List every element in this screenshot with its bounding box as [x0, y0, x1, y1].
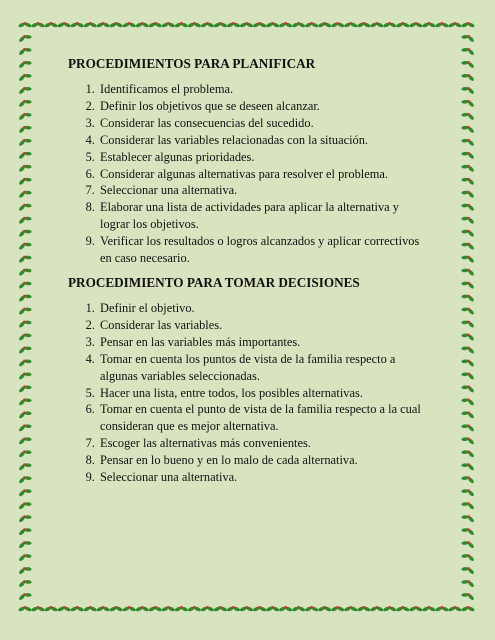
holly-icon	[70, 606, 84, 612]
holly-icon	[17, 344, 33, 355]
holly-icon	[18, 606, 32, 612]
holly-icon	[18, 22, 32, 28]
holly-icon	[330, 22, 344, 28]
holly-icon	[17, 591, 33, 602]
list-item: 1. Definir el objetivo.	[98, 300, 428, 317]
holly-icon	[460, 97, 476, 108]
holly-icon	[461, 606, 475, 612]
holly-icon	[460, 240, 476, 251]
holly-icon	[17, 253, 33, 264]
holly-icon	[96, 606, 110, 612]
holly-icon	[17, 357, 33, 368]
list-item: 2. Considerar las variables.	[98, 317, 428, 334]
holly-icon	[17, 409, 33, 420]
holly-icon	[17, 162, 33, 173]
holly-icon	[148, 606, 162, 612]
holly-icon	[330, 606, 344, 612]
holly-icon	[460, 227, 476, 238]
holly-icon	[460, 591, 476, 602]
holly-icon	[370, 606, 384, 612]
holly-icon	[460, 84, 476, 95]
holly-icon	[17, 110, 33, 121]
holly-icon	[213, 606, 227, 612]
holly-icon	[187, 22, 201, 28]
list-item: 7. Escoger las alternativas más convenientes.	[98, 435, 428, 452]
holly-icon	[17, 461, 33, 472]
list-item: 3. Pensar en las variables más importantes.	[98, 334, 428, 351]
holly-icon	[344, 606, 358, 612]
holly-icon	[17, 46, 33, 57]
list-item: 8. Pensar en lo bueno y en lo malo de cada alternativa.	[98, 452, 428, 469]
holly-icon	[448, 22, 462, 28]
holly-icon	[460, 487, 476, 498]
holly-icon	[278, 606, 292, 612]
holly-icon	[460, 110, 476, 121]
holly-icon	[161, 606, 175, 612]
holly-icon	[435, 22, 449, 28]
holly-icon	[460, 383, 476, 394]
holly-icon	[448, 606, 462, 612]
holly-icon	[460, 526, 476, 537]
holly-icon	[460, 162, 476, 173]
holly-icon	[17, 188, 33, 199]
holly-icon	[17, 435, 33, 446]
holly-icon	[460, 253, 476, 264]
holly-icon	[44, 22, 58, 28]
holly-icon	[161, 22, 175, 28]
holly-icon	[460, 33, 476, 44]
holly-icon	[461, 22, 475, 28]
list-item: 6. Considerar algunas alternativas para resolver el problema.	[98, 166, 428, 183]
holly-icon	[357, 22, 371, 28]
holly-icon	[17, 539, 33, 550]
holly-icon	[17, 71, 33, 82]
holly-icon	[17, 305, 33, 316]
holly-icon	[109, 606, 123, 612]
holly-icon	[187, 606, 201, 612]
list-decisiones	[68, 300, 428, 486]
holly-icon	[17, 474, 33, 485]
holly-icon	[422, 606, 436, 612]
holly-icon	[460, 448, 476, 459]
holly-icon	[304, 606, 318, 612]
holly-icon	[460, 552, 476, 563]
holly-icon	[135, 606, 149, 612]
holly-icon	[460, 565, 476, 576]
holly-icon	[460, 214, 476, 225]
holly-icon	[17, 487, 33, 498]
holly-icon	[17, 500, 33, 511]
holly-icon	[174, 22, 188, 28]
holly-icon	[278, 22, 292, 28]
document-content	[68, 56, 428, 486]
holly-icon	[17, 201, 33, 212]
holly-icon	[31, 606, 45, 612]
holly-icon	[460, 188, 476, 199]
holly-icon	[304, 22, 318, 28]
holly-icon	[460, 331, 476, 342]
holly-icon	[460, 149, 476, 160]
holly-icon	[17, 136, 33, 147]
list-item: 4. Considerar las variables relacionadas con la situación.	[98, 132, 428, 149]
holly-icon	[200, 606, 214, 612]
holly-icon	[383, 22, 397, 28]
holly-icon	[17, 370, 33, 381]
list-item: 6. Tomar en cuenta el punto de vista de la familia respecto a la cual consideran que es mejor alternativa.	[98, 401, 428, 435]
holly-icon	[460, 357, 476, 368]
holly-icon	[460, 175, 476, 186]
list-item: 5. Establecer algunas prioridades.	[98, 149, 428, 166]
list-item: 3. Considerar las consecuencias del sucedido.	[98, 115, 428, 132]
holly-icon	[17, 513, 33, 524]
holly-icon	[17, 59, 33, 70]
holly-icon	[17, 578, 33, 589]
holly-icon	[17, 97, 33, 108]
holly-icon	[460, 71, 476, 82]
holly-icon	[265, 22, 279, 28]
holly-icon	[96, 22, 110, 28]
holly-icon	[148, 22, 162, 28]
holly-icon	[435, 606, 449, 612]
holly-icon	[460, 396, 476, 407]
list-item: 7. Seleccionar una alternativa.	[98, 182, 428, 199]
holly-icon	[460, 136, 476, 147]
holly-icon	[460, 461, 476, 472]
holly-icon	[17, 383, 33, 394]
holly-icon	[357, 606, 371, 612]
holly-icon	[265, 606, 279, 612]
holly-icon	[57, 606, 71, 612]
holly-icon	[409, 22, 423, 28]
list-item: 9. Seleccionar una alternativa.	[98, 469, 428, 486]
holly-icon	[31, 22, 45, 28]
holly-icon	[17, 266, 33, 277]
holly-icon	[17, 84, 33, 95]
holly-icon	[83, 22, 97, 28]
holly-icon	[17, 318, 33, 329]
holly-icon	[252, 606, 266, 612]
holly-icon	[460, 370, 476, 381]
holly-icon	[17, 33, 33, 44]
list-item: 9. Verificar los resultados o logros alcanzados y aplicar correctivos en caso necesario.	[98, 233, 428, 267]
holly-icon	[17, 149, 33, 160]
holly-icon	[460, 539, 476, 550]
holly-icon	[460, 500, 476, 511]
list-item: 8. Elaborar una lista de actividades para aplicar la alternativa y lograr los objetivos.	[98, 199, 428, 233]
holly-icon	[135, 22, 149, 28]
list-item: 5. Hacer una lista, entre todos, los posibles alternativas.	[98, 385, 428, 402]
holly-icon	[460, 201, 476, 212]
holly-icon	[460, 344, 476, 355]
holly-icon	[460, 474, 476, 485]
holly-icon	[122, 606, 136, 612]
holly-icon	[200, 22, 214, 28]
holly-icon	[17, 292, 33, 303]
holly-icon	[17, 279, 33, 290]
holly-icon	[17, 565, 33, 576]
holly-icon	[422, 22, 436, 28]
holly-icon	[370, 22, 384, 28]
holly-icon	[383, 606, 397, 612]
holly-icon	[17, 552, 33, 563]
holly-icon	[460, 409, 476, 420]
holly-icon	[317, 22, 331, 28]
holly-icon	[17, 422, 33, 433]
list-planificar	[68, 81, 428, 267]
list-item: 2. Definir los objetivos que se deseen alcanzar.	[98, 98, 428, 115]
holly-icon	[396, 606, 410, 612]
holly-icon	[174, 606, 188, 612]
holly-icon	[291, 606, 305, 612]
holly-icon	[460, 422, 476, 433]
holly-icon	[17, 214, 33, 225]
holly-icon	[239, 22, 253, 28]
holly-icon	[460, 59, 476, 70]
holly-icon	[460, 578, 476, 589]
holly-icon	[344, 22, 358, 28]
holly-icon	[44, 606, 58, 612]
holly-icon	[460, 266, 476, 277]
holly-icon	[17, 526, 33, 537]
holly-icon	[460, 46, 476, 57]
section-title-planificar: PROCEDIMIENTOS PARA PLANIFICAR	[68, 56, 316, 71]
holly-icon	[17, 123, 33, 134]
list-item: 1. Identificamos el problema.	[98, 81, 428, 98]
holly-icon	[460, 513, 476, 524]
holly-icon	[17, 396, 33, 407]
holly-icon	[17, 331, 33, 342]
holly-icon	[460, 435, 476, 446]
holly-icon	[109, 22, 123, 28]
holly-icon	[396, 22, 410, 28]
holly-icon	[226, 606, 240, 612]
holly-icon	[239, 606, 253, 612]
holly-icon	[460, 123, 476, 134]
holly-icon	[460, 279, 476, 290]
list-item: 4. Tomar en cuenta los puntos de vista de la familia respecto a algunas variables seleccionadas.	[98, 351, 428, 385]
holly-icon	[213, 22, 227, 28]
holly-icon	[460, 318, 476, 329]
holly-icon	[83, 606, 97, 612]
holly-icon	[17, 227, 33, 238]
holly-icon	[460, 305, 476, 316]
holly-icon	[17, 240, 33, 251]
holly-icon	[70, 22, 84, 28]
holly-icon	[17, 175, 33, 186]
holly-icon	[17, 448, 33, 459]
holly-icon	[57, 22, 71, 28]
holly-icon	[252, 22, 266, 28]
holly-icon	[291, 22, 305, 28]
holly-icon	[122, 22, 136, 28]
holly-icon	[226, 22, 240, 28]
holly-icon	[317, 606, 331, 612]
holly-icon	[409, 606, 423, 612]
section-title-decisiones: PROCEDIMIENTO PARA TOMAR DECISIONES	[68, 274, 360, 290]
holly-icon	[460, 292, 476, 303]
